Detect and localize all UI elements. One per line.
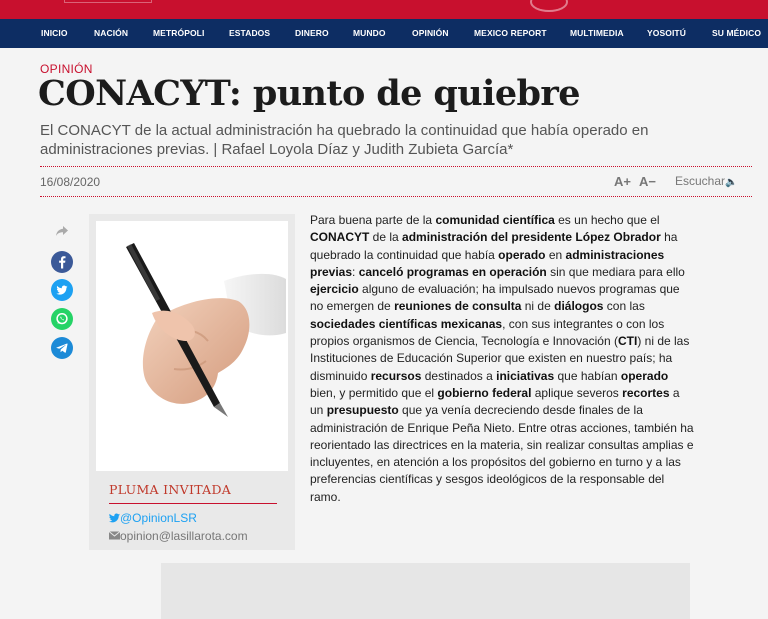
brand-logo-fragment xyxy=(64,0,152,3)
nav-item-dinero[interactable]: DINERO xyxy=(295,28,329,38)
author-label: PLUMA INVITADA xyxy=(109,482,232,497)
brand-emblem-fragment xyxy=(530,0,568,12)
article-body-emphasis: administraciones previas xyxy=(310,247,665,279)
article-body-text: alguno de evaluación; ha impulsado nuevos programas que no emergen de xyxy=(310,282,680,314)
main-nav xyxy=(0,19,768,48)
nav-item-estados[interactable]: ESTADOS xyxy=(229,28,271,38)
article-body-emphasis: canceló programas en operación xyxy=(358,264,547,279)
divider-bottom xyxy=(40,196,752,197)
share-icon[interactable] xyxy=(55,224,69,238)
article-body-text: , con sus integrantes o con los propios organismos de Ciencia, Tecnología e Innovación ( xyxy=(310,316,665,349)
hand-writing-pen-illustration xyxy=(96,221,288,471)
font-decrease-button[interactable] xyxy=(639,174,656,189)
article-body-text: que habían xyxy=(554,368,621,383)
article-body-emphasis: ejercicio xyxy=(310,282,359,297)
article-body-text: que ya venía decreciendo desde finales de la administración de Enrique Peña Nieto. Entre otras acciones, también ha reorientado las directrices en la materia, sin realizar consultas amplias e incluyentes, en atención a los propósitos del gobierno en turno y a las preferencias científicas y sesgos ideológicos de la responsable del ramo. xyxy=(310,403,694,504)
telegram-share-button[interactable] xyxy=(51,337,73,359)
article-title: CONACYT: punto de quiebre xyxy=(38,73,580,114)
article-body-text: Para buena parte de la xyxy=(310,213,436,227)
nav-item-mexico-report[interactable]: MEXICO REPORT xyxy=(474,28,547,38)
listen-button[interactable] xyxy=(675,174,737,188)
nav-item-metropoli[interactable]: METRÓPOLI xyxy=(153,28,205,38)
ad-placeholder xyxy=(161,563,690,619)
article-body-emphasis: reuniones de consulta xyxy=(394,299,522,314)
whatsapp-share-button[interactable] xyxy=(51,308,73,330)
article-body-emphasis: operado xyxy=(498,247,546,262)
article-body-emphasis: recortes xyxy=(622,385,670,400)
nav-item-multimedia[interactable]: MULTIMEDIA xyxy=(570,28,624,38)
article-subtitle: El CONACYT de la actual administración ha quebrado la continuidad que había operado en administraciones previas. | Rafael Loyola Díaz y Judith Zubieta García* xyxy=(40,122,649,158)
article-body-emphasis: comunidad científica xyxy=(435,213,555,227)
author-twitter-handle: @OpinionLSR xyxy=(120,511,197,525)
article-body-text: destinados a xyxy=(421,368,497,383)
article-body-text: a un xyxy=(310,385,680,418)
nav-item-nacion[interactable]: NACIÓN xyxy=(94,28,129,38)
twitter-icon xyxy=(51,279,73,301)
article-body-text: aplique severos xyxy=(531,385,623,400)
nav-item-mundo[interactable]: MUNDO xyxy=(353,28,386,38)
article-body-text: bien, y permitido que el xyxy=(310,385,438,400)
article-body-emphasis: gobierno federal xyxy=(437,385,532,400)
top-brand-bar xyxy=(0,0,768,19)
listen-label: Escuchar xyxy=(675,174,726,188)
speaker-icon: 🔈 xyxy=(725,177,738,188)
envelope-icon xyxy=(109,531,120,540)
article-body-text: es un hecho que el xyxy=(554,213,660,227)
article-body-emphasis: CTI xyxy=(617,334,638,349)
author-card xyxy=(89,214,295,550)
font-increase-button[interactable] xyxy=(614,174,631,189)
article-body-emphasis: operado xyxy=(620,368,669,383)
article-body-emphasis: presupuesto xyxy=(326,403,399,418)
author-twitter-link[interactable] xyxy=(109,511,197,525)
article-body-text: de la xyxy=(369,230,403,245)
article-body-emphasis: sociedades científicas mexicanas xyxy=(310,316,503,331)
article-body-text: ni de xyxy=(521,299,555,314)
article-body-text: ha quebrado la continuidad que había xyxy=(310,230,678,262)
article-body-text: sin que mediara para ello xyxy=(546,264,685,279)
article-date: 16/08/2020 xyxy=(40,175,101,189)
article-body-text: : xyxy=(352,264,359,279)
article-body-text: con las xyxy=(603,299,645,314)
telegram-icon xyxy=(51,337,73,359)
nav-item-su-medico[interactable]: SU MÉDICO xyxy=(712,28,762,38)
nav-item-opinion[interactable]: OPINIÓN xyxy=(412,28,449,38)
article-body-emphasis: recursos xyxy=(370,368,422,383)
article-body-emphasis: administración del presidente López Obrador xyxy=(402,230,661,245)
article-body xyxy=(310,212,695,506)
nav-item-yosoitu[interactable]: YOSOITÚ xyxy=(647,28,686,38)
article-body-emphasis: diálogos xyxy=(554,299,604,314)
article-body-emphasis: iniciativas xyxy=(496,368,555,383)
article-body-text: ) ni de las Instituciones de Educación Superior que existen en nuestro país; ha disminuido xyxy=(310,334,690,383)
font-increase-label: A+ xyxy=(614,174,631,189)
article-body-emphasis: CONACYT xyxy=(310,230,370,245)
font-decrease-label: A− xyxy=(639,174,656,189)
twitter-share-button[interactable] xyxy=(51,279,73,301)
author-email-address: opinion@lasillarota.com xyxy=(120,529,248,543)
divider-top xyxy=(40,166,752,167)
nav-item-inicio[interactable]: INICIO xyxy=(41,28,68,38)
twitter-icon xyxy=(109,513,120,523)
author-photo xyxy=(96,221,288,471)
whatsapp-icon xyxy=(51,308,73,330)
facebook-share-button[interactable] xyxy=(51,251,73,273)
author-card-divider xyxy=(109,503,277,504)
author-email-link[interactable] xyxy=(109,529,248,543)
article-body-text: en xyxy=(545,247,566,262)
facebook-icon xyxy=(51,251,73,273)
section-label[interactable]: OPINIÓN xyxy=(40,62,93,76)
